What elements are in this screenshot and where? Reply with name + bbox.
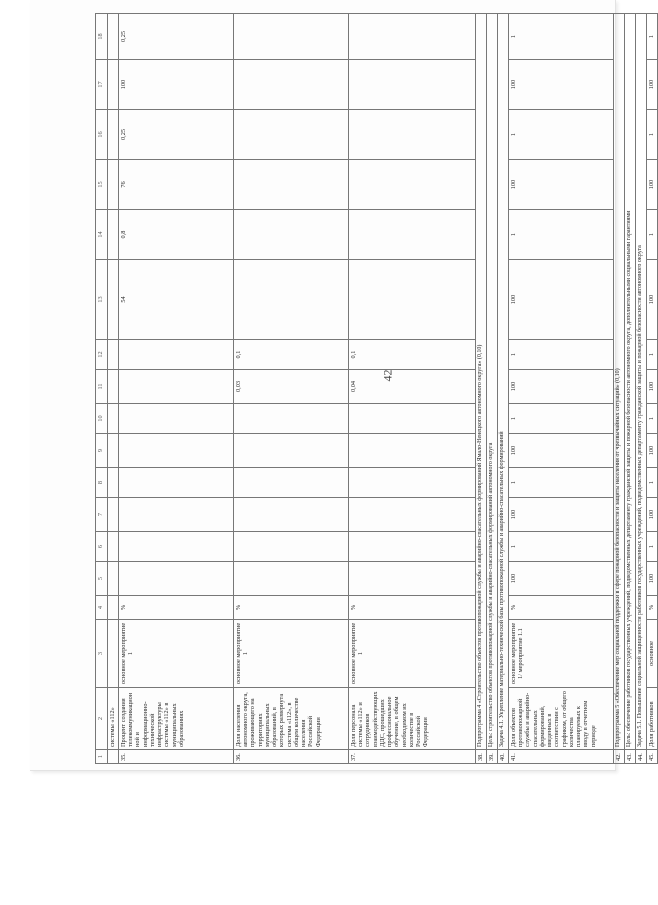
goal-text: Цель: строительство объектов противопожарной службы и аварийно-спасательных формирований автономного округа [487,14,498,750]
header-cell: 12 [96,340,108,370]
table-row [119,14,234,764]
value-cell: 1 [509,532,614,562]
value-cell: 1 [647,532,658,562]
value-cell: 1 [509,210,614,260]
table-row [349,14,476,764]
header-cell: 4 [96,596,108,620]
value-cell: 1 [509,110,614,160]
page-number: 42 [380,369,395,382]
header-cell: 11 [96,370,108,404]
value-cell: 0,1 [234,340,349,370]
header-cell: 2 [96,688,108,750]
value-cell: 0,25 [119,14,234,60]
value-cell: 1 [647,340,658,370]
value-cell: 100 [509,370,614,404]
header-cell: 13 [96,260,108,340]
value-cell: 100 [119,60,234,110]
row-number: 45. [647,750,658,764]
value-cell: 54 [119,260,234,340]
subprogram-title: Подпрограмма 4 «Строительство объектов противопожарной службы и аварийно-спасательных формирований Ямало-Ненецкого автономного округа» (0,10) [476,14,487,750]
measure-type: основное мероприятие 1 [119,620,234,688]
row-number: 35. [119,750,234,764]
table-row [647,14,658,764]
value-cell: 100 [509,260,614,340]
goal-text: Цель: обеспечение работников государственных учреждений, подведомственных департаменту гражданской защиты и пожарной безопасности автономного округа, дополнительными социальными гарантиями [625,14,636,750]
unit: % [647,596,658,620]
indicator-name: Процент создания телекоммуникационной и информационно-технической инфраструктуры системы «112» в муниципальных образованиях [119,688,234,750]
value-cell: 100 [509,160,614,210]
indicators-table [95,13,658,764]
section-row [636,14,647,764]
row-number: 42. [614,750,625,764]
unit: % [119,596,234,620]
row-number: 38. [476,750,487,764]
section-row [487,14,498,764]
value-cell: 100 [647,370,658,404]
unit: % [349,596,476,620]
value-cell: 0,04 [349,370,476,404]
value-cell: 76 [119,160,234,210]
header-cell: 1 [96,750,108,764]
header-cell: 10 [96,404,108,434]
task-text: Задача 5.1. Повышение социальной защищенности работников государственных учреждений, подведомственных департаменту гражданской защиты и пожарной безопасности автономного округа [636,14,647,750]
value-cell: 1 [509,404,614,434]
value-cell: 100 [509,562,614,596]
value-cell: 100 [647,562,658,596]
task-text: Задача 4.1. Укрепление материально-технической базы противопожарной службы и аварийно-спасательных формирований [498,14,509,750]
table-wrapper [95,14,655,764]
value-cell: 100 [647,160,658,210]
value-cell: 100 [647,260,658,340]
value-cell: 100 [647,434,658,468]
value-cell: 100 [509,498,614,532]
value-cell: 1 [509,468,614,498]
section-row [625,14,636,764]
section-row [476,14,487,764]
indicator-name: системы «112» [108,688,119,750]
row-number: 40. [498,750,509,764]
value-cell: 0,8 [119,210,234,260]
value-cell: 1 [647,110,658,160]
row-number: 37. [349,750,476,764]
value-cell: 100 [647,498,658,532]
header-cell: 15 [96,160,108,210]
value-cell: 1 [647,210,658,260]
row-number: 44. [636,750,647,764]
value-cell: 100 [509,434,614,468]
measure-type: основное мероприятие 1 [234,620,349,688]
value-cell: 100 [647,60,658,110]
rotated-table-container [95,14,655,764]
section-row [498,14,509,764]
row-number: 43. [625,750,636,764]
indicator-name: Доля населения автономного округа, проживающего на территориях муниципальных образований, в которых развернута система «112», в общем количестве населения Российской Федерации [234,688,349,750]
value-cell: 0,03 [234,370,349,404]
row-number: 39. [487,750,498,764]
header-cell: 7 [96,498,108,532]
header-cell: 6 [96,532,108,562]
value-cell: 1 [509,340,614,370]
row-number: 36. [234,750,349,764]
value-cell: 100 [509,60,614,110]
header-cell: 3 [96,620,108,688]
header-row [96,14,108,764]
header-cell: 14 [96,210,108,260]
header-cell: 8 [96,468,108,498]
header-cell: 5 [96,562,108,596]
indicator-name: Доля объектов противопожарной службы и аварийно-спасательных формирований, введенных в соответствии с графиком, от общего количества планируемых к вводу в отчетном периоде [509,688,614,750]
measure-type: основное [647,620,658,688]
value-cell: 0,25 [119,110,234,160]
header-cell: 17 [96,60,108,110]
indicator-name: Доля работников [647,688,658,750]
section-row [614,14,625,764]
measure-type: основное мероприятие 1/ мероприятие 1.1 [509,620,614,688]
value-cell: 1 [647,404,658,434]
table-row [509,14,614,764]
value-cell: 1 [509,14,614,60]
header-cell: 16 [96,110,108,160]
subprogram-title: Подпрограмма 5 «Обеспечение мер социальной поддержки в сфере пожарной безопасности и защиты населения от чрезвычайных ситуаций» (0,10) [614,14,625,750]
value-cell: 0,1 [349,340,476,370]
table-row [108,14,119,764]
indicator-name: Доля персонала системы «112» и сотрудников взаимодействующих ДДС, прошедших профессиональное обучение, в общем необходимом их количестве в Российской Федерации [349,688,476,750]
header-cell: 9 [96,434,108,468]
row-number: 41. [509,750,614,764]
unit: % [509,596,614,620]
header-cell: 18 [96,14,108,60]
table-row [234,14,349,764]
value-cell: 1 [647,468,658,498]
value-cell: 1 [647,14,658,60]
measure-type: основное мероприятие 1 [349,620,476,688]
unit: % [234,596,349,620]
